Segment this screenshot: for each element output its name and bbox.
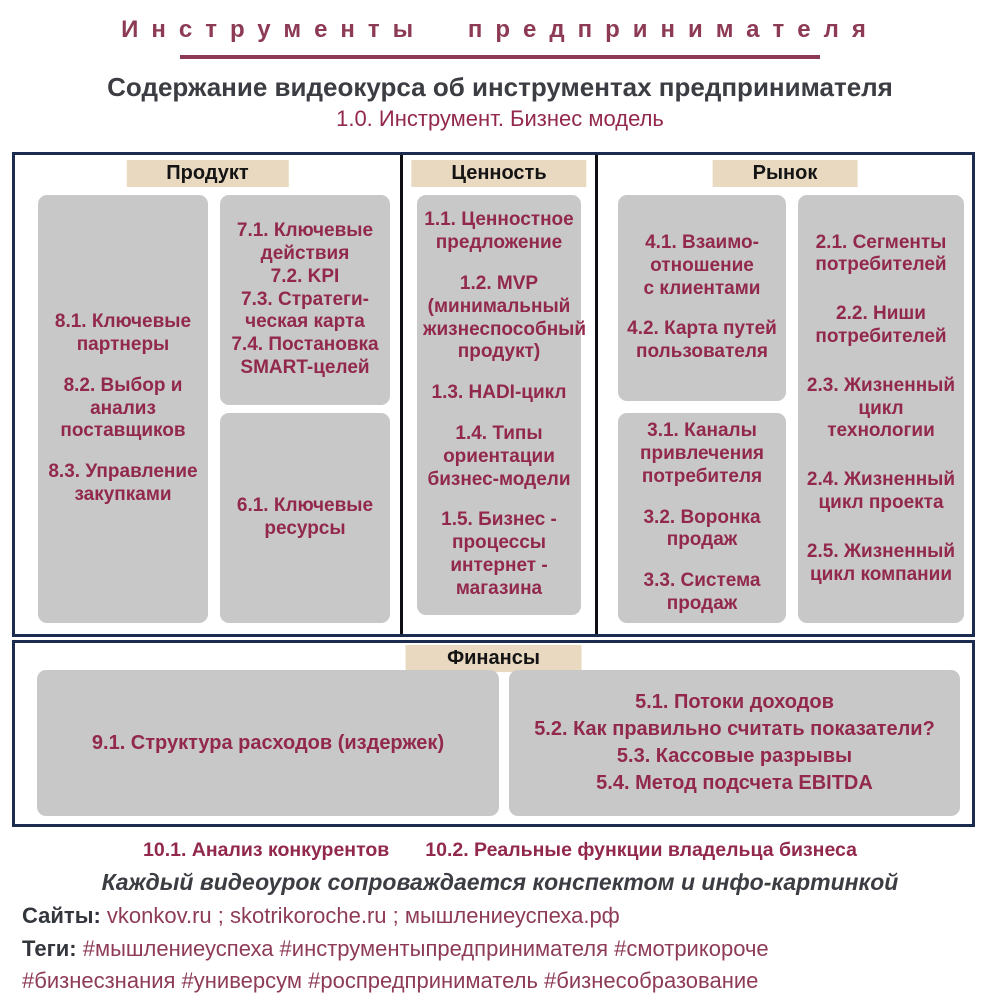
- box-item: 4.2. Карта путей пользователя: [627, 318, 777, 363]
- box-item: 3.3. Система продаж: [643, 570, 761, 614]
- finance-section: [12, 640, 975, 827]
- box-item: 8.1. Ключевые партнеры: [54, 311, 192, 355]
- box-item: 2.2. Ниши потребителей: [815, 303, 947, 347]
- box-item: 2.1. Сегменты потребителей: [815, 231, 947, 276]
- lesson-title: 1.0. Инструмент. Бизнес модель: [336, 106, 664, 131]
- tags-line-1: [22, 936, 769, 962]
- footer-note: Каждый видеоурок сопроваждается конспектом и инфо-картинкой: [101, 869, 899, 895]
- section-header-finance: Финансы: [405, 645, 582, 672]
- box-item: 3.2. Воронка продаж: [643, 506, 761, 551]
- box-key-partners: [38, 195, 208, 623]
- column-header-product: Продукт: [126, 160, 288, 187]
- box-item: 1.5. Бизнес - процессы интернет - магазина: [441, 509, 557, 599]
- column-value: [403, 155, 598, 634]
- box-consumer-segments: [798, 195, 964, 623]
- box-item: 5.3. Кассовые разрывы: [616, 745, 853, 767]
- box-item: 8.2. Выбор и анализ поставщиков: [60, 374, 186, 442]
- box-item: 1.2. MVP (минимальный жизнеспособный продукт): [423, 273, 587, 363]
- extra-topics-row: [0, 839, 1000, 862]
- tags-label: Теги:: [22, 936, 83, 961]
- box-item: 7.3. Стратеги-ческая карта: [241, 288, 369, 333]
- box-key-actions: [220, 195, 390, 405]
- sites-line: [22, 903, 620, 929]
- box-item: 8.3. Управление закупками: [48, 461, 198, 505]
- box-item: 5.2. Как правильно считать показатели?: [534, 718, 935, 740]
- box-revenue-streams: [509, 670, 960, 816]
- box-item: 7.1. Ключевые действия: [236, 220, 374, 264]
- extra-topic-owner-functions: 10.2. Реальные функции владельца бизнеса: [425, 839, 857, 861]
- box-key-resources: [220, 413, 390, 623]
- box-item: 7.4. Постановка SMART-целей: [231, 334, 379, 378]
- box-item: 1.1. Ценностное предложение: [424, 209, 574, 254]
- extra-topic-competitors: 10.1. Анализ конкурентов: [143, 839, 390, 861]
- tags-list-1: #мышлениеуспеха #инструментыпредпринимателя #смотрикороче: [82, 936, 769, 961]
- column-product: [15, 155, 403, 634]
- column-header-value: Ценность: [411, 160, 586, 187]
- box-item: 1.4. Типы ориентации бизнес-модели: [427, 423, 571, 490]
- box-item: 5.1. Потоки доходов: [635, 691, 834, 713]
- box-item: 2.3. Жизненный цикл технологии: [806, 374, 956, 442]
- box-acquisition-channels: [618, 413, 786, 623]
- sites-list: vkonkov.ru ; skotrikoroche.ru ; мышлениеуспеха.рф: [106, 903, 620, 928]
- box-customer-relations: [618, 195, 786, 401]
- box-item: 7.2. KPI: [270, 265, 340, 287]
- box-value-proposition: [417, 195, 587, 615]
- column-market: [598, 155, 972, 634]
- box-item: 4.1. Взаимо-отношение с клиентами: [643, 232, 761, 299]
- column-header-market: Рынок: [713, 160, 858, 187]
- box-item: 2.4. Жизненный цикл проекта: [806, 469, 956, 513]
- page-title: Инструменты предпринимателя: [121, 16, 879, 43]
- course-subtitle: Содержание видеокурса об инструментах предпринимателя: [107, 72, 893, 102]
- sites-label: Сайты:: [22, 903, 107, 928]
- title-divider: [180, 55, 820, 59]
- box-item: 3.1. Каналы привлечения потребителя: [640, 420, 764, 487]
- box-item: 1.3. HADI-цикл: [431, 382, 567, 404]
- box-item: 6.1. Ключевые ресурсы: [236, 495, 374, 539]
- box-item: 5.4. Метод подсчета EBITDA: [596, 772, 873, 794]
- tags-line-2: #бизнесзнания #универсум #роспредприниматель #бизнесобразование: [22, 968, 759, 993]
- box-item: 9.1. Структура расходов (издержек): [91, 732, 445, 754]
- business-model-canvas: [12, 152, 975, 637]
- box-item: 2.5. Жизненный цикл компании: [806, 540, 956, 585]
- box-cost-structure: [37, 670, 499, 816]
